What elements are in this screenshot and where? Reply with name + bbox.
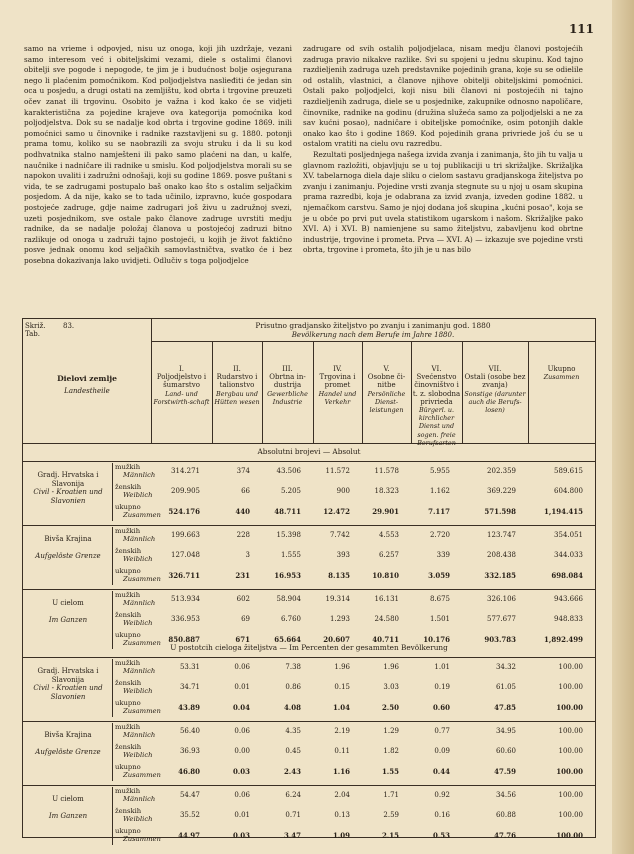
table-cell: 100.00 (558, 663, 583, 671)
table-cell: 3.059 (428, 571, 450, 580)
column-title: Rudarstvo i talionstvo (216, 373, 258, 390)
table-cell: 0.77 (434, 727, 450, 735)
table-cell: 44.97 (178, 831, 200, 840)
table-cell: 577.677 (487, 615, 516, 623)
table-cell: 61.05 (495, 683, 516, 691)
column-header (462, 365, 528, 414)
row-label: ženskih (115, 807, 142, 815)
region-name: Bivša Krajina (44, 731, 92, 739)
table-cell: 0.06 (234, 791, 250, 799)
column-title: Obrtna in-dustrija (269, 373, 306, 390)
column-header (151, 365, 212, 406)
table-cell: 5.955 (429, 467, 450, 475)
table-cell: 56.40 (179, 727, 200, 735)
table-cell: 36.93 (179, 747, 200, 755)
table-cell: 354.051 (554, 531, 583, 539)
row-label: ženskih (115, 743, 142, 751)
table-cell: 100.00 (558, 791, 583, 799)
column-number: III. (282, 365, 293, 373)
table-cell: 2.59 (383, 811, 399, 819)
table-cell: 2.19 (334, 727, 350, 735)
region-name-de: Aufgelöste Grenze (35, 748, 101, 756)
row-label: mužkih (115, 463, 141, 471)
table-cell: 1.501 (429, 615, 450, 623)
row-label: ženskih (115, 611, 142, 619)
table-title-de: Bevölkerung nach dem Berufe im Jahre 1880. (291, 331, 455, 339)
table-cell: 332.185 (484, 571, 516, 580)
table-cell: 1.29 (383, 727, 399, 735)
row-label: ukupno (115, 699, 141, 707)
table-cell: 34.32 (495, 663, 516, 671)
region-name: U cielom (52, 795, 84, 803)
table-cell: 54.47 (179, 791, 200, 799)
table-cell: 344.033 (554, 551, 583, 559)
table-cell: 8.135 (328, 571, 350, 580)
row-label-de: Männlich (123, 471, 156, 479)
column-number: IV. (333, 365, 342, 373)
column-title-de: Land- und Forstwirth-schaft (153, 389, 210, 406)
table-ref-label: Skriž. Tab. (25, 322, 46, 339)
row-label: ukupno (115, 503, 141, 511)
table-cell: 60.88 (495, 811, 516, 819)
table-cell: 43.89 (178, 703, 200, 712)
row-label-de: Männlich (123, 535, 156, 543)
table-cell: 123.747 (487, 531, 516, 539)
table-cell: 1.16 (332, 767, 350, 776)
row-label-de: Weiblich (123, 619, 153, 627)
column-title-de: Gewerbliche Industrie (267, 389, 308, 406)
table-cell: 100.00 (556, 767, 583, 776)
text-column-left (24, 44, 292, 266)
column-header (262, 365, 313, 406)
region-header: Dielovi zemlje (57, 374, 117, 383)
row-label-de: Weiblich (123, 687, 153, 695)
region-name-de: Aufgelöste Grenze (35, 552, 101, 560)
table-cell: 65.664 (274, 635, 301, 644)
table-cell: 0.03 (232, 767, 250, 776)
column-title: Osobne či-nitbe (367, 373, 406, 390)
table-cell: 10.176 (423, 635, 450, 644)
row-label-de: Zusammen (123, 835, 161, 843)
table-cell: 900 (336, 487, 350, 495)
row-label-de: Zusammen (123, 639, 161, 647)
table-cell: 43.506 (276, 467, 301, 475)
table-cell: 228 (236, 531, 250, 539)
table-cell: 4.08 (283, 703, 301, 712)
column-number: V. (383, 365, 390, 373)
table-cell: 24.580 (374, 615, 399, 623)
table-cell: 0.92 (434, 791, 450, 799)
table-cell: 374 (236, 467, 250, 475)
table-ref-number: 83. (63, 322, 75, 330)
table-cell: 46.80 (178, 767, 200, 776)
table-cell: 1.55 (381, 767, 399, 776)
table-cell: 58.904 (276, 595, 301, 603)
table-cell: 0.03 (232, 831, 250, 840)
table-cell: 100.00 (558, 747, 583, 755)
table-cell: 34.56 (495, 791, 516, 799)
column-header (313, 365, 362, 406)
table-cell: 6.257 (378, 551, 399, 559)
occupation-table (22, 318, 596, 843)
table-cell: 1.555 (280, 551, 301, 559)
column-header (212, 365, 262, 406)
table-cell: 903.783 (484, 635, 516, 644)
table-cell: 571.598 (484, 507, 516, 516)
table-cell: 47.59 (494, 767, 516, 776)
paragraph: samo na vrieme i odpovjed, nisu uz onoga, koji jih uzdržaje, vezani samo interesom već i obiteljskimi vezami, diele s ostalimi članovi obitelji sve pogode i nepogode, te jim je i budućnost bolje osjegurana nego li plaćenim pomoćnikom. Kod poljodjelstva naslieđiti će jedan sin oca u posjedu, a drugi ostati na zemljištu, kod obrta i trgovine preuzeti očev zanat ili trgovinu. Osobito je važna i kod kako će se vidjeti karakteristična za pojedine krajeve ova kategorija pomoćnika kod poljodjelstva. Dok su se nadalje kod obrta i trgovine godine 1869. inili pomoćnici samo u činovnike i radnike razstavljeni su g. 1880. potonji prama tomu, koliko su se naobrazili za svoju struku i da li su kod podhvatnika stalno namješteni ili pako samo plaćeni na dan, u kalfe, naučnike i nadničare ili radnike u smislu. Kod poljodjelstva morali su se napokon uvaliti i zadružni odnošaji, koji su godine 1869. posve puštani s vida, te se zadrugami postupalo baš onako kao što s ostalim seljačkim posjedom. A da nije, kako se to tada učinilo, izpravno, kuće gospodara postojeće zadruge, gdje naime zadrugari još živu u zadružnoj svezi, uzeti posjednikom, sve ostale pako članove zadruge uvrstiti medju radnike, da se nadalje položaj članova u postojećoj zadruzi bitno razlikuje od onoga u zadruži tajno postojeći, u kojih je život faktično posve jednak onomu kod seljačkih samovlastničtva, svatko će i bez posebna dokazivanja lako uvidjeti. Odlučiv s toga poljodjelce (24, 44, 292, 265)
table-cell: 53.31 (179, 663, 200, 671)
region-name: U cielom (52, 599, 84, 607)
region-name-de: Im Ganzen (48, 616, 88, 624)
column-title: Trgovina i promet (319, 373, 356, 390)
table-cell: 336.953 (171, 615, 200, 623)
table-cell: 0.01 (234, 811, 250, 819)
row-label-de: Weiblich (123, 491, 153, 499)
column-title-de: Bergbau und Hütten wesen (214, 389, 260, 406)
row-bracket (112, 723, 113, 781)
table-cell: 339 (436, 551, 450, 559)
table-cell: 18.323 (374, 487, 399, 495)
row-label: mužkih (115, 591, 141, 599)
column-title-de: Sonstige (darunter auch die Berufs-losen) (464, 389, 526, 415)
column-header (362, 365, 411, 414)
row-label-de: Zusammen (123, 707, 161, 715)
region-header-de: Landestheile (64, 387, 110, 395)
paragraph: Rezultati posljednjega našega izvida zvanja i zanimanja, što jih tu valja u glavnom razložiti, objavljuju se u toj publikaciji u tri skrižaljke. Skrižaljka XV. tabelarnoga diela daje sliku o cielom sastavu gradjanskoga žiteljstva po zvanju i zanimanju. Pojedine vrsti zvanja stegnute su u njoj u osam skupina prama razredbi, koja je odabrana za izvid zvanja, izveden godine 1882. u njemačkom carstvu. Samo je njoj dodana još skupina „kućni posao", koja se je u obće po prvi put uvela statistikom ugarskom i našom. Skrižaljke pako XVI. A) i XVI. B) namienjene su samo žiteljstvu, zabavljenu kod obrtne industrije, trgovine i prometa. Prva — XVI. A) — izkazuje sve pojedine vrsti obrta, trgovine i prometa, što jih je u nas bilo (303, 149, 583, 255)
table-cell: 326.711 (168, 571, 200, 580)
column-title-de: Handel und Verkehr (318, 389, 357, 406)
table-cell: 34.71 (179, 683, 200, 691)
row-label: mužkih (115, 659, 141, 667)
row-label-de: Männlich (123, 599, 156, 607)
table-cell: 1.96 (383, 663, 399, 671)
table-cell: 0.15 (334, 683, 350, 691)
table-cell: 5.205 (280, 487, 301, 495)
table-cell: 4.35 (285, 727, 301, 735)
row-label: mužkih (115, 527, 141, 535)
table-cell: 127.048 (171, 551, 200, 559)
row-label: ukupno (115, 631, 141, 639)
group-divider (23, 589, 595, 590)
table-cell: 2.15 (381, 831, 399, 840)
table-cell: 943.666 (554, 595, 583, 603)
row-bracket (112, 787, 113, 845)
table-cell: 0.06 (234, 663, 250, 671)
table-cell: 326.106 (487, 595, 516, 603)
table-cell: 6.24 (285, 791, 301, 799)
table-cell: 47.85 (494, 703, 516, 712)
group-divider (23, 785, 595, 786)
table-cell: 3.47 (283, 831, 301, 840)
table-cell: 369.229 (487, 487, 516, 495)
table-cell: 393 (336, 551, 350, 559)
table-cell: 47.76 (494, 831, 516, 840)
table-cell: 314.271 (171, 467, 200, 475)
column-title: Poljodjelstvo i šumarstvo (156, 373, 207, 390)
table-cell: 100.00 (558, 683, 583, 691)
table-cell: 3 (245, 551, 250, 559)
table-cell: 19.314 (325, 595, 350, 603)
row-label-de: Männlich (123, 731, 156, 739)
row-label: ženskih (115, 547, 142, 555)
table-cell: 1.293 (329, 615, 350, 623)
table-cell: 208.438 (487, 551, 516, 559)
table-cell: 0.86 (285, 683, 301, 691)
table-cell: 11.572 (325, 467, 350, 475)
column-title: Ukupno (547, 365, 576, 373)
table-cell: 671 (235, 635, 250, 644)
column-header (411, 365, 462, 447)
region-name-de: Civil - Kroatien und Slavonien (33, 488, 103, 505)
table-cell: 1.01 (434, 663, 450, 671)
group-divider (23, 525, 595, 526)
table-cell: 11.578 (374, 467, 399, 475)
table-cell: 0.71 (285, 811, 301, 819)
table-cell: 100.00 (556, 703, 583, 712)
table-cell: 0.45 (285, 747, 301, 755)
row-bracket (112, 463, 113, 521)
table-cell: 35.52 (179, 811, 200, 819)
table-cell: 16.131 (374, 595, 399, 603)
table-cell: 16.953 (274, 571, 301, 580)
table-cell: 199.663 (171, 531, 200, 539)
table-cell: 0.60 (432, 703, 450, 712)
column-title-de: Bürgerl. u. kirchlicher Dienst und sogen. freie Berufsarten (417, 406, 456, 447)
table-cell: 1,892.499 (544, 635, 583, 644)
row-label-de: Zusammen (123, 771, 161, 779)
table-cell: 604.800 (554, 487, 583, 495)
row-label-de: Weiblich (123, 815, 153, 823)
row-label: ženskih (115, 679, 142, 687)
table-cell: 1.96 (334, 663, 350, 671)
table-title: Prisutno gradjansko žiteljstvo po zvanju i zanimanju god. 1880 (255, 321, 491, 330)
table-cell: 948.833 (554, 615, 583, 623)
group-divider (23, 721, 595, 722)
table-cell: 6.760 (280, 615, 301, 623)
table-cell: 1.82 (383, 747, 399, 755)
column-title-de: Zusammen (543, 373, 580, 382)
table-cell: 7.742 (329, 531, 350, 539)
region-name: Gradj. Hrvatska i Slavonija (37, 667, 99, 684)
table-cell: 202.359 (487, 467, 516, 475)
table-cell: 15.398 (276, 531, 301, 539)
table-cell: 4.553 (378, 531, 399, 539)
row-label: mužkih (115, 787, 141, 795)
row-label-de: Zusammen (123, 575, 161, 583)
table-cell: 0.04 (232, 703, 250, 712)
section-heading: Absolutni brojevi — Absolut (257, 447, 361, 456)
table-cell: 1.04 (332, 703, 350, 712)
table-cell: 34.95 (495, 727, 516, 735)
column-title: Svećenstvo činovništvo i t. z. slobodna privrieda (412, 373, 461, 406)
column-title-de: Persönliche Dienst-leistungen (367, 389, 406, 415)
table-cell: 1.162 (429, 487, 450, 495)
table-cell: 602 (236, 595, 250, 603)
table-cell: 209.905 (171, 487, 200, 495)
row-label-de: Weiblich (123, 751, 153, 759)
row-label: ženskih (115, 483, 142, 491)
table-cell: 60.60 (495, 747, 516, 755)
table-cell: 2.720 (429, 531, 450, 539)
table-cell: 10.810 (372, 571, 399, 580)
table-cell: 7.117 (428, 507, 450, 516)
row-label: ukupno (115, 567, 141, 575)
table-cell: 0.11 (334, 747, 350, 755)
table-cell: 0.44 (432, 767, 450, 776)
table-cell: 0.16 (434, 811, 450, 819)
region-name: Gradj. Hrvatska i Slavonija (37, 471, 99, 488)
table-cell: 2.50 (381, 703, 399, 712)
row-label-de: Männlich (123, 795, 156, 803)
table-cell: 698.084 (551, 571, 583, 580)
section-heading: U postotcih cieloga žiteljstva — Im Percenten der gesammten Bevölkerung (170, 643, 448, 652)
region-name-de: Im Ganzen (48, 812, 88, 820)
column-title: Ostali (osobe bez zvanja) (464, 373, 526, 390)
table-cell: 0.01 (234, 683, 250, 691)
table-cell: 69 (241, 615, 250, 623)
table-cell: 2.04 (334, 791, 350, 799)
row-bracket (112, 591, 113, 649)
table-cell: 100.00 (558, 727, 583, 735)
column-header (528, 365, 595, 381)
row-bracket (112, 527, 113, 585)
table-cell: 20.607 (323, 635, 350, 644)
table-cell: 3.03 (383, 683, 399, 691)
table-cell: 850.887 (168, 635, 200, 644)
group-divider (23, 657, 595, 658)
row-label: ukupno (115, 763, 141, 771)
table-cell: 0.53 (432, 831, 450, 840)
table-cell: 440 (235, 507, 250, 516)
table-cell: 0.19 (434, 683, 450, 691)
table-cell: 1,194.415 (544, 507, 583, 516)
table-cell: 66 (241, 487, 250, 495)
table-cell: 7.38 (285, 663, 301, 671)
table-cell: 231 (235, 571, 250, 580)
table-cell: 0.09 (434, 747, 450, 755)
region-name: Bivša Krajina (44, 535, 92, 543)
column-number: II. (233, 365, 241, 373)
table-cell: 100.00 (556, 831, 583, 840)
column-divider (528, 341, 529, 443)
text-column-right (303, 44, 583, 256)
row-label-de: Männlich (123, 667, 156, 675)
page-number: 111 (568, 22, 594, 36)
table-cell: 1.09 (332, 831, 350, 840)
table-cell: 12.472 (323, 507, 350, 516)
column-number: I. (179, 365, 184, 373)
table-cell: 1.71 (383, 791, 399, 799)
table-cell: 100.00 (558, 811, 583, 819)
table-cell: 29.901 (372, 507, 399, 516)
table-cell: 524.176 (168, 507, 200, 516)
row-bracket (112, 659, 113, 717)
table-cell: 0.06 (234, 727, 250, 735)
row-label: mužkih (115, 723, 141, 731)
column-number: VII. (488, 365, 502, 373)
table-cell: 48.711 (274, 507, 301, 516)
region-name-de: Civil - Kroatien und Slavonien (33, 684, 103, 701)
table-cell: 8.675 (429, 595, 450, 603)
table-cell: 0.00 (234, 747, 250, 755)
row-label: ukupno (115, 827, 141, 835)
paragraph: zadrugare od svih ostalih poljodjelaca, nisam medju članovi postojećih zadruga pravio nikakve razlike. Svi su spojeni u jednu skupinu. Kod tajno razdieljenih zadruga uzeh predstavnike pojedinih grana, koje su se odielile od ostalih, vlastnici, a članove njihove obitelji obiteljskimi pomoćnici. Ostali pako poljodjelci, koji nisu bili članovi ni postojećih ni tajno razdieljenih zadruga, diele se u posjednike, zakupnike odnosno napoličare, činovnike, radnike na godinu (družina služeća samo za poljodjelski a ne za sav kućni posao), nadničare i obiteljske pomoćnike, osim potonjih dakle onako kao što i godine 1869. Kod pojedinih grana privriede još ću se u ostalom vratiti na cielu ovu razredbu. (303, 44, 583, 149)
table-cell: 40.711 (372, 635, 399, 644)
table-cell: 2.43 (283, 767, 301, 776)
row-label-de: Zusammen (123, 511, 161, 519)
table-cell: 0.13 (334, 811, 350, 819)
column-number: VI. (431, 365, 442, 373)
table-cell: 513.934 (171, 595, 200, 603)
group-divider (23, 461, 595, 462)
table-header (23, 319, 595, 447)
row-label-de: Weiblich (123, 555, 153, 563)
page-edge (612, 0, 634, 854)
table-cell: 589.615 (554, 467, 583, 475)
